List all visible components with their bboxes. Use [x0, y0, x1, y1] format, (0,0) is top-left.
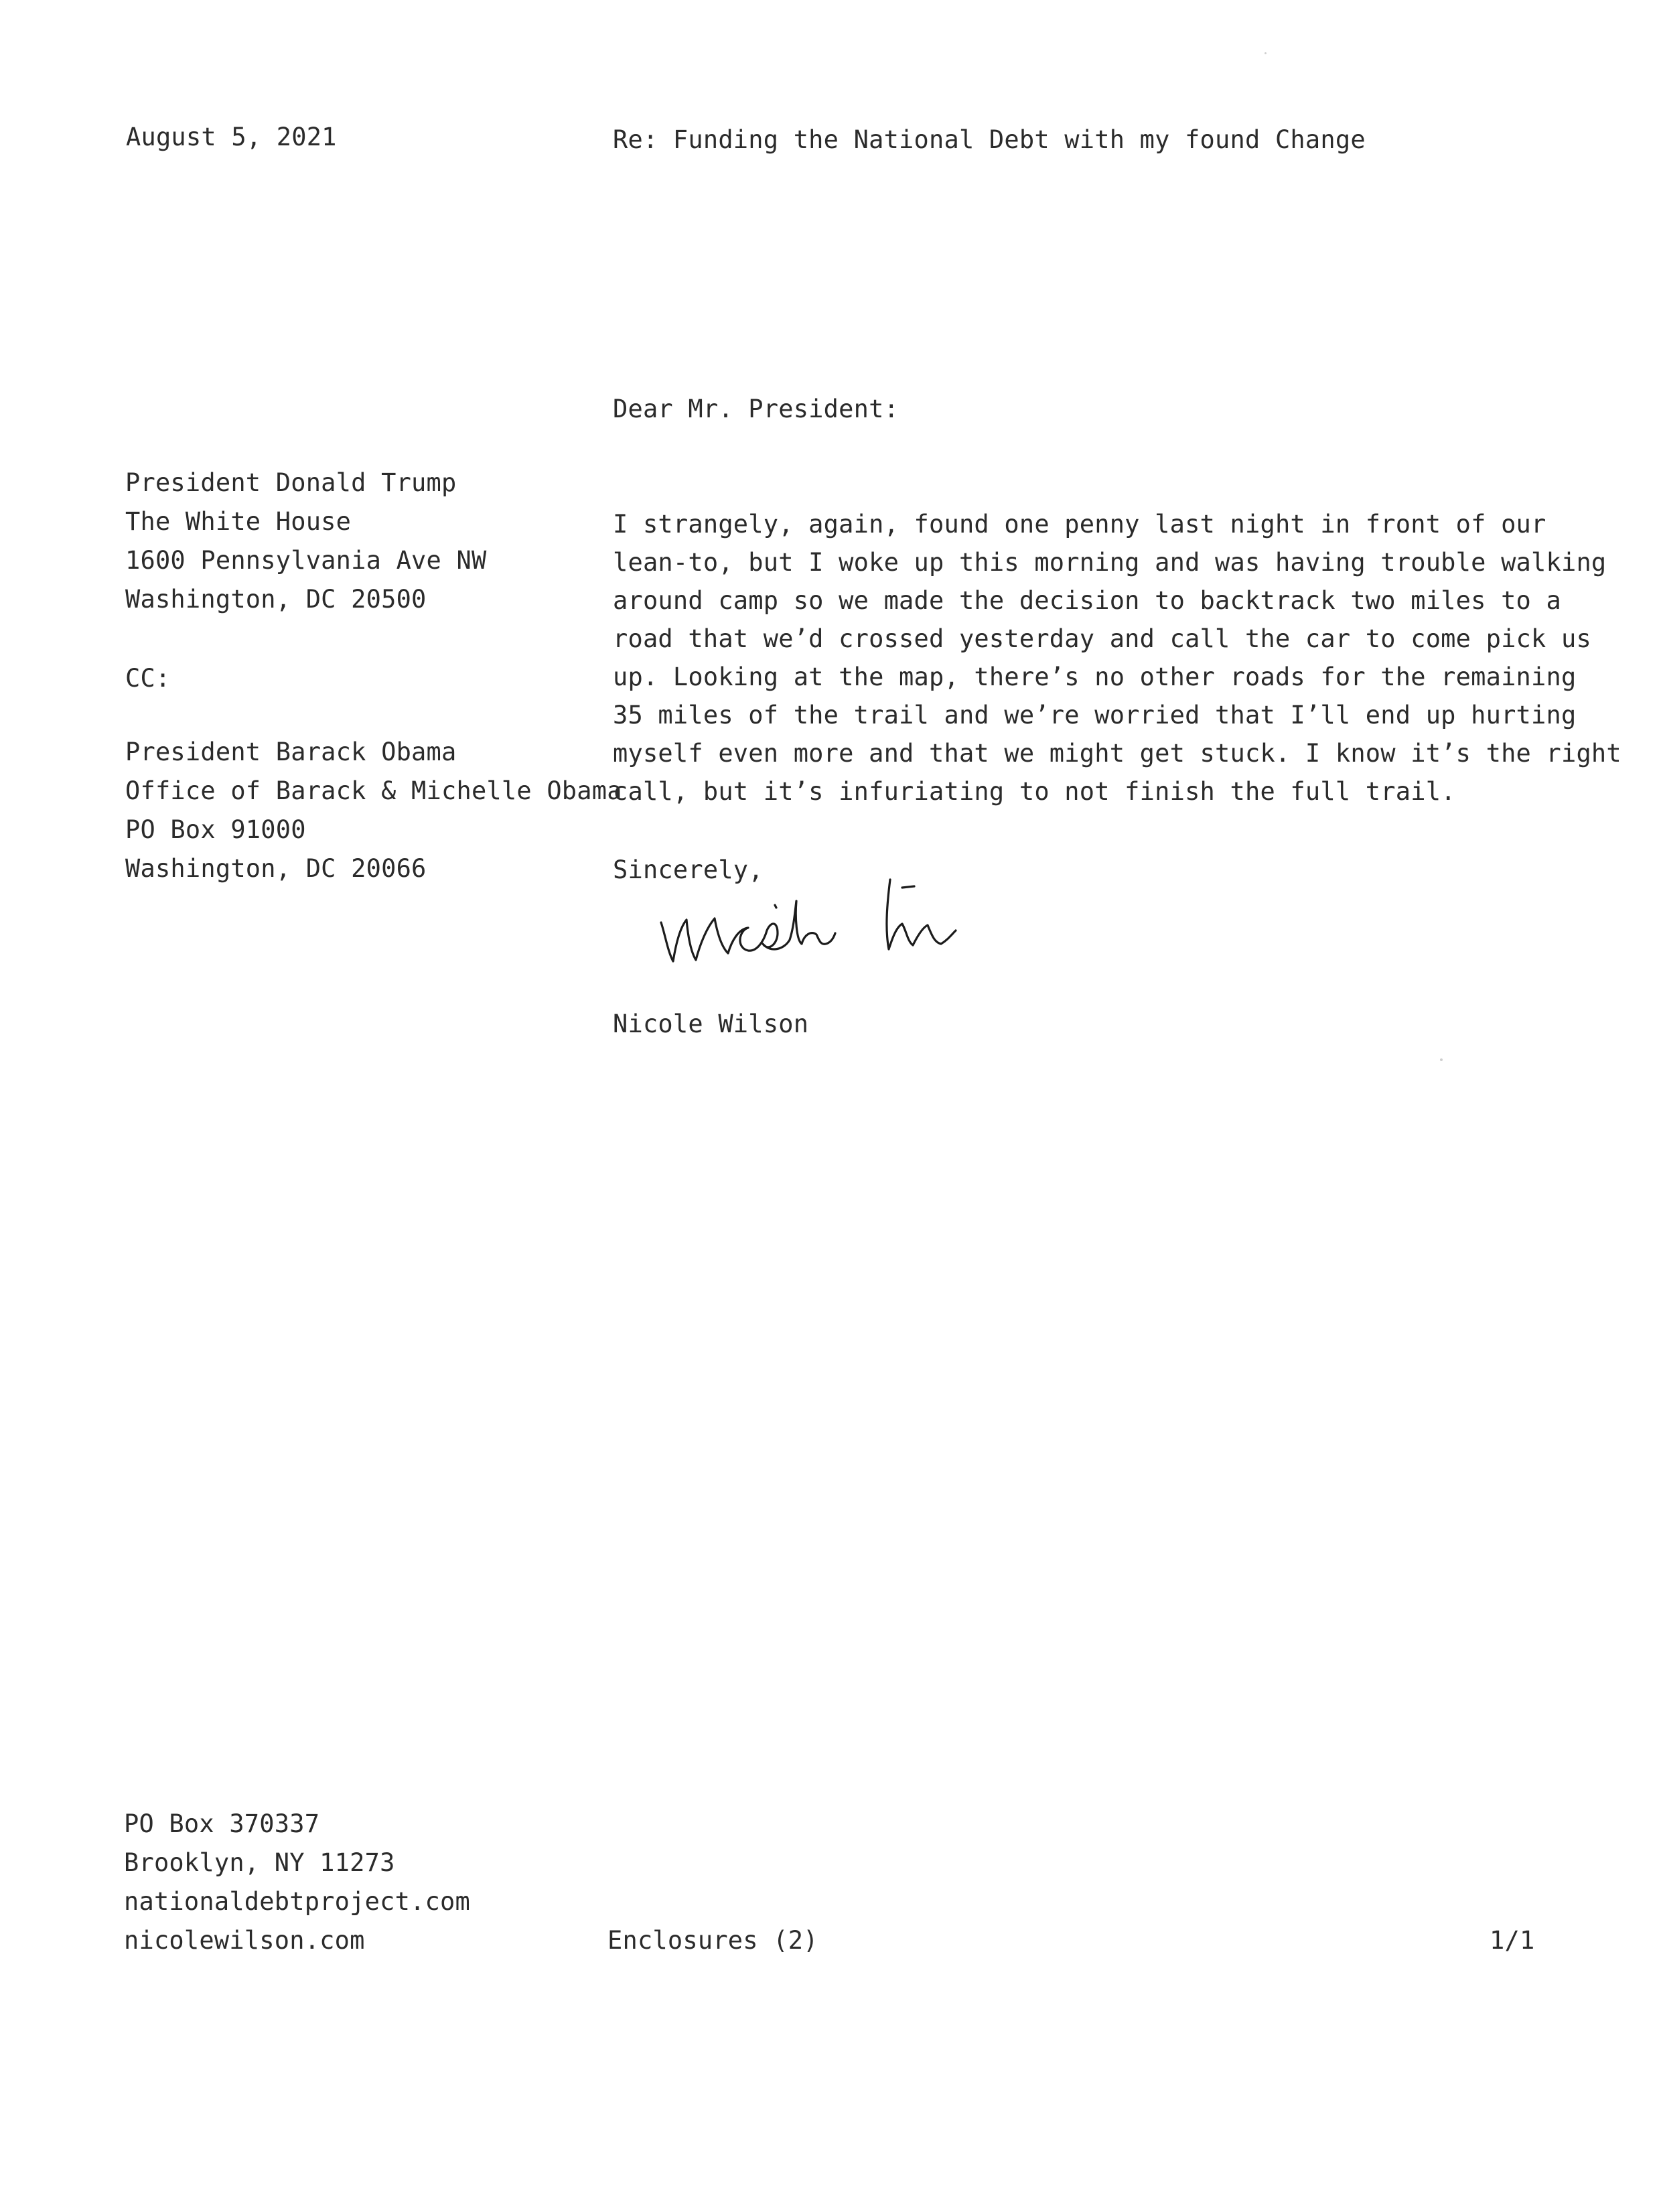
cc-address — [125, 733, 622, 888]
body-line: lean-to, but I woke up this morning and was having trouble walking — [613, 548, 1607, 577]
cc-label: CC: — [125, 664, 171, 693]
enclosures-note: Enclosures (2) — [607, 1926, 818, 1955]
body-line: I strangely, again, found one penny last night in front of our — [613, 510, 1546, 539]
cc-line: Office of Barack & Michelle Obama — [125, 776, 622, 805]
cc-line: President Barack Obama — [125, 738, 457, 766]
body-line: road that we’d crossed yesterday and call the car to come pick us — [613, 624, 1591, 653]
sender-address-line: Brooklyn, NY 11273 — [124, 1848, 395, 1877]
salutation: Dear Mr. President: — [613, 395, 899, 423]
sender-address-line: PO Box 370337 — [124, 1809, 320, 1838]
body-line: call, but it’s infuriating to not finish the full trail. — [613, 777, 1456, 806]
cc-line: PO Box 91000 — [125, 815, 306, 844]
signer-name: Nicole Wilson — [613, 1010, 809, 1038]
handwritten-signature — [653, 861, 1001, 981]
sender-website-line: nicolewilson.com — [124, 1926, 365, 1955]
sender-address — [124, 1805, 470, 1960]
scan-speck — [1440, 1058, 1443, 1061]
recipient-line: President Donald Trump — [125, 468, 457, 497]
cc-line: Washington, DC 20066 — [125, 854, 427, 883]
recipient-line: Washington, DC 20500 — [125, 585, 427, 614]
recipient-address — [125, 464, 486, 619]
body-line: up. Looking at the map, there’s no other roads for the remaining — [613, 663, 1577, 691]
letter-body — [613, 505, 1621, 811]
recipient-line: 1600 Pennsylvania Ave NW — [125, 546, 487, 575]
body-line: myself even more and that we might get stuck. I know it’s the right — [613, 739, 1621, 768]
closing: Sincerely, — [613, 855, 764, 884]
scan-speck — [1265, 52, 1267, 54]
letter-subject: Re: Funding the National Debt with my found Change — [613, 125, 1366, 154]
body-line: 35 miles of the trail and we’re worried that I’ll end up hurting — [613, 701, 1577, 730]
page-number: 1/1 — [1490, 1926, 1535, 1955]
letter-date: August 5, 2021 — [126, 123, 337, 151]
body-line: around camp so we made the decision to backtrack two miles to a — [613, 586, 1561, 615]
sender-website-line: nationaldebtproject.com — [124, 1887, 470, 1916]
recipient-line: The White House — [125, 507, 352, 536]
